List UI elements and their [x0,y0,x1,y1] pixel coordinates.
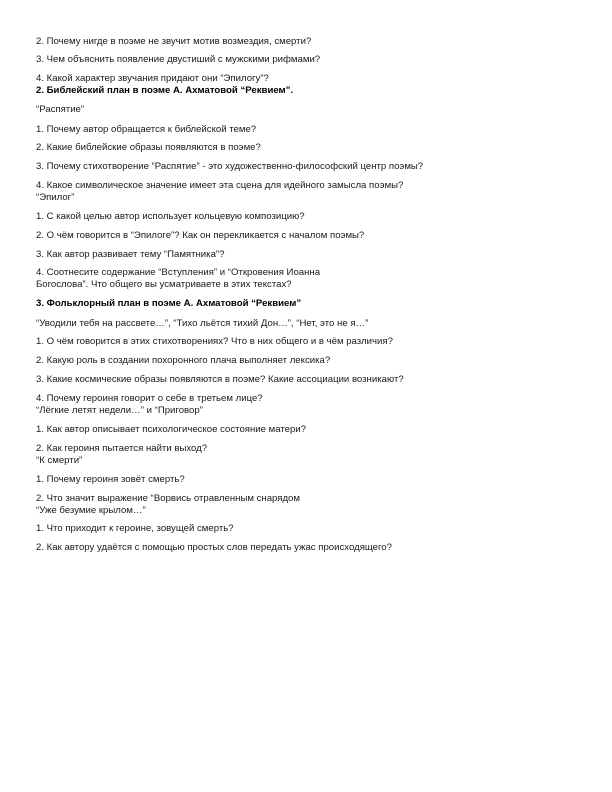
text-line: 1. О чём говорится в этих стихотворениях? Что в них общего и в чём различия? [36,336,393,347]
text-line: 1. Почему героиня зовёт смерть? [36,474,185,485]
text-line: 1. Что приходит к героине, зовущей смерть? [36,523,234,534]
section-heading: 3. Фольклорный план в поэме А. Ахматовой “Реквием” [36,298,302,309]
text-line: “Уже безумие крылом…” [36,505,146,516]
text-line: 4. Какое символическое значение имеет эта сцена для идейного замысла поэмы? [36,180,404,191]
subsection-title: “Эпилог” [36,192,75,203]
text-line: 1. Как автор описывает психологическое состояние матери? [36,424,307,435]
text-line: 3. Как автор развивает тему “Памятника”? [36,249,225,260]
text-line: Богослова”. Что общего вы усматриваете в этих текстах? [36,279,292,290]
text-line: 4. Почему героиня говорит о себе в третьем лице? [36,393,263,404]
text-line: 3. Чем объяснить появление двустиший с мужскими рифмами? [36,54,321,65]
text-line: 3. Какие космические образы появляются в поэме? Какие ассоциации возникают? [36,374,404,385]
section-heading: 2. Библейский план в поэме А. Ахматовой “Реквием”. [36,85,294,96]
text-line: 1. Почему автор обращается к библейской теме? [36,124,257,135]
subsection-title: “Распятие” [36,104,85,115]
text-line: 2. Что значит выражение “Ворвись отравленным снарядом [36,493,300,504]
text-line: 1. С какой целью автор использует кольцевую композицию? [36,211,305,222]
subsection-title: “Лёгкие летят недели…” и “Приговор” [36,405,203,416]
text-line: 2. Как автору удаётся с помощью простых слов передать ужас происходящего? [36,542,392,553]
text-line: 2. Почему нигде в поэме не звучит мотив возмездия, смерти? [36,36,312,47]
text-line: 4. Какой характер звучания придают они “Эпилогу”? [36,73,269,84]
text-line: 2. Какие библейские образы появляются в поэме? [36,142,261,153]
subsection-title: “Уводили тебя на рассвете…”, “Тихо льётся тихий Дон…”, “Нет, это не я…” [36,318,369,329]
text-line: 2. Как героиня пытается найти выход? [36,443,208,454]
subsection-title: “К смерти” [36,455,83,466]
text-line: 4. Соотнесите содержание “Вступления” и “Откровения Иоанна [36,267,321,278]
text-line: 2. Какую роль в создании похоронного плача выполняет лексика? [36,355,331,366]
text-line: 2. О чём говорится в “Эпилоге”? Как он перекликается с началом поэмы? [36,230,365,241]
text-line: 3. Почему стихотворение “Распятие” - это художественно-философский центр поэмы? [36,161,424,172]
